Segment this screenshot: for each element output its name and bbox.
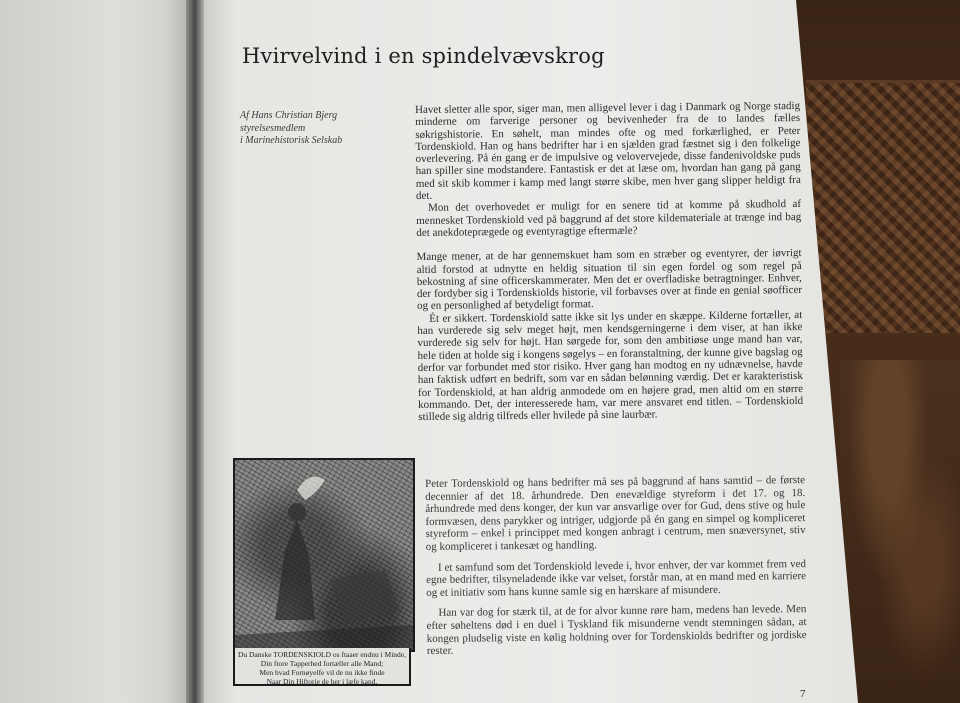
book-gutter: [186, 0, 204, 703]
caption-line: Men hvad Fornøyelfe vil de nu ikke finde: [259, 668, 385, 677]
paragraph: Han var dog for stærk til, at de for alvor kunne røre ham, medens han levede. Men efter søheltens død i en duel i Tyskland fik misunderne vendt stemningen sådan, at kongen pludselig viste en kølig holdning over for Tordenskiolds bedrifter og jordiske rester.: [426, 603, 807, 658]
paragraph: Peter Tordenskiold og hans bedrifter må ses på baggrund af hans samtid – de første decennier af det 18. århundrede. Den enevældige styreform i det 17. og 18. århundrede med dens konger, der kun var ansvarlige over for Gud, dens stive og hule formvæsen, dens parykker og intriger, udgjorde på én gang en simpel og kompliceret styreform – enkel i princippet med kongen anbragt i centrum, men snæversynet, stiv og kompliceret i tankesæt og handling.: [425, 474, 806, 553]
byline-line: styrelsesmedlem: [240, 122, 306, 134]
caption-line: Naar Din Hiftorie de her i læfe kand.: [266, 677, 378, 686]
paragraph: I et samfund som det Tordenskiold levede i, hvor enhver, der var kommet frem ved egne bedrifter, tilsyneladende ikke var velset, forstår man, at en mand med en karriere og et initiativ som hans kunne samle sig en hærskare af misundere.: [426, 557, 807, 599]
caption-line: Din ftore Tapperhed fortæller alle Mand;: [260, 659, 384, 668]
byline-line: i Marinehistorisk Selskab: [240, 135, 343, 146]
paragraph: Havet sletter alle spor, siger man, men alligevel lever i dag i Danmark og Norge stadig minderne om farverige personer og bevivenheder fra de to landes fælles søkrigshistorie. En søhelt, man mindes ofte og med forkærlighed, er Peter Tordenskiold. Han og hans bedrifter har i en sjælden grad fæstnet sig i den folkelige overlevering. På én gang er de impulsive og velovervejede, disse fandenivoldske puds han spiller sine modstandere. Fantastisk er det at læse om, hvordan han gang på gang med sit skib kommer i kamp med langt større skibe, men hver gang slipper heldigt fra det.: [415, 99, 801, 203]
patterned-cloth: [806, 80, 960, 333]
article-body-upper: [415, 100, 803, 435]
article-body-lower: [425, 474, 807, 666]
page-number: 7: [800, 688, 806, 700]
carved-wood-panel: [840, 360, 960, 703]
left-page: [0, 0, 196, 703]
paragraph: Mange mener, at de har gennemskuet ham som en stræber og eventyrer, der iøvrigt altid forstod at udnytte en heldig situation til sin egen fordel og som regel på bekostning af sine officerskammerater. Men det er overfladiske betragtninger. Enhver, der fordyber sig i Tordenskiolds historie, vil forbavses over at finde en genial søofficer og en personlighed af betydeligt format.: [416, 247, 803, 313]
woodcut-caption: [233, 648, 411, 686]
byline-line: Af Hans Christian Bjerg: [240, 110, 338, 121]
caption-line: Du Danske TORDENSKIOLD os ftaaer endnu i Minde,: [237, 650, 407, 659]
author-byline: [240, 110, 400, 148]
paragraph: Ét er sikkert. Tordenskiold satte ikke sit lys under en skæppe. Kilderne fortæller, at han vurderede sig selv meget højt, men kendsgerningerne i dem viser, at han ikke vurderede sig selv for højt. Han sørgede for, som den ambitiøse unge mand han var, hele tiden at holde sig i kongens søgelys – en foranstaltning, der kunne give bagslag og derfor var forbundet med stor risiko. Hver gang han modtog en ny udnævnelse, havde han faktisk udført en bedrift, som var en sådan belønning værdig. Det er karakteristisk for Tordenskiold, at han aldrig anmodede om en højere grad, men altid om en større kommando. Det, der interesserede ham, var mere ansvaret end titlen. – Tordenskiold stillede sig aldrig tilfreds eller hvilede på sine laurbær.: [417, 308, 804, 424]
woodcut-illustration: [233, 458, 415, 652]
woodcut-figure: [235, 460, 413, 650]
article-title: Hvirvelvind i en spindelvævskrog: [242, 44, 605, 68]
paragraph: Mon det overhovedet er muligt for en senere tid at komme på skudhold af mennesket Tordenskiold ved på baggrund af det store kildemateriale at trænge ind bag det anekdoteprægede og eventyragtige eftermæle?: [416, 198, 802, 239]
